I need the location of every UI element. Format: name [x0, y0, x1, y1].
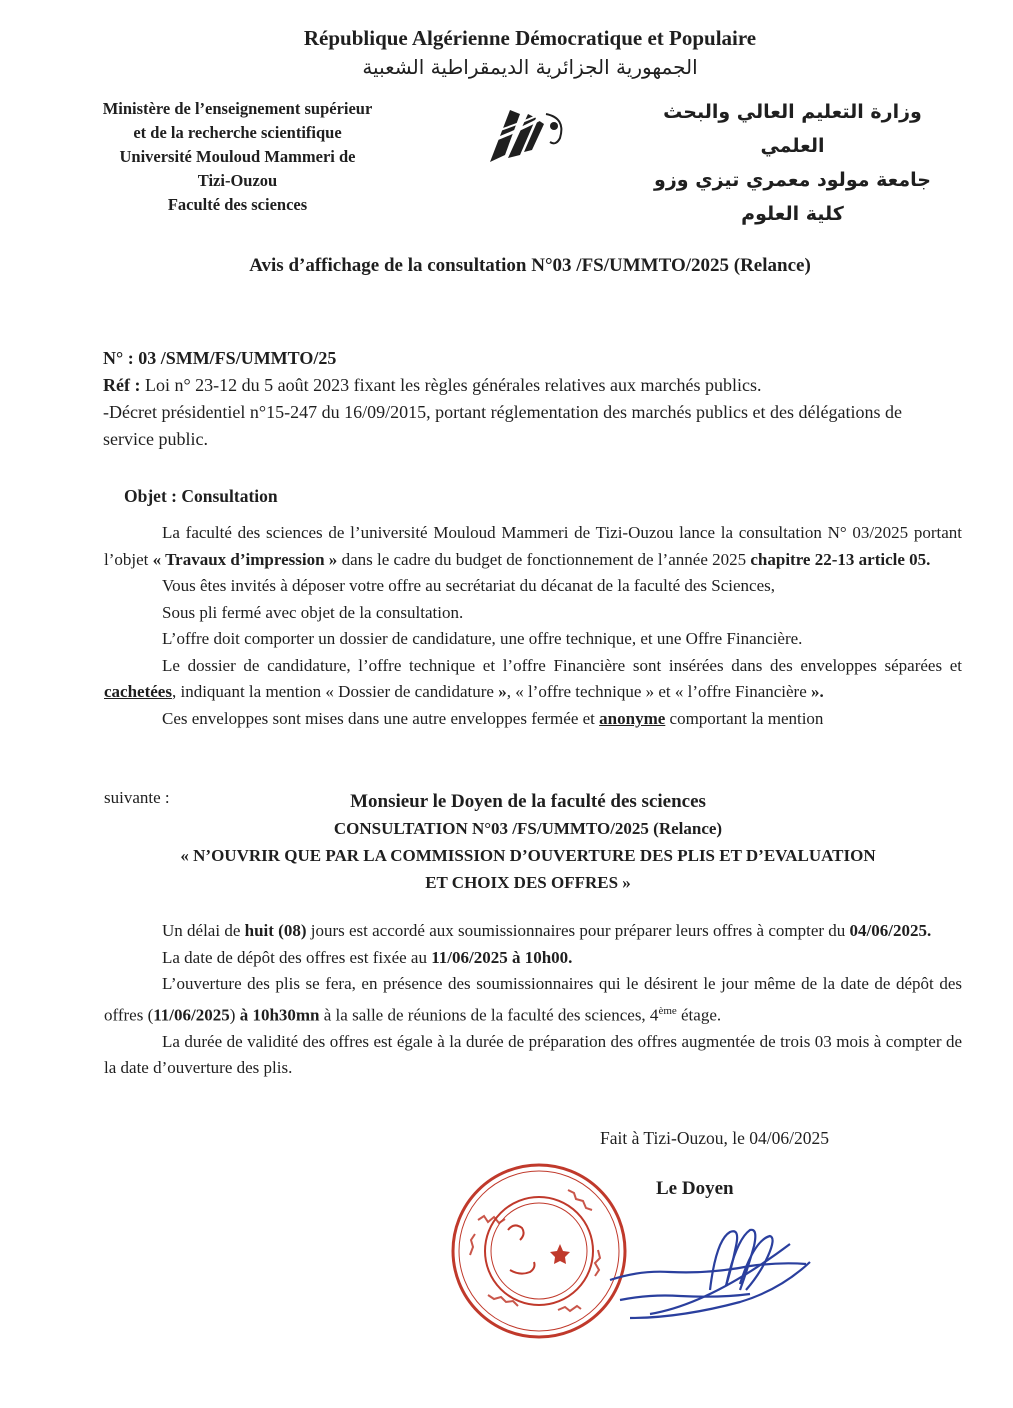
ministry-ar: وزارة التعليم العالي والبحث العلمي: [663, 101, 922, 157]
paragraph-validity: La durée de validité des offres est égale à la durée de préparation des offres augmentée de trois 03 mois à compter de la date d’ouverture des plis.: [104, 1031, 962, 1078]
university-ar: جامعة مولود معمري تيزي وزو: [654, 169, 931, 191]
signatory-title: Le Doyen: [656, 1178, 734, 1199]
body-main: [104, 520, 962, 732]
reference-label: Réf :: [103, 375, 141, 395]
paragraph-delay: Un délai de huit (08) jours est accordé aux soumissionnaires pour préparer leurs offres à compter du 04/06/2025.: [162, 921, 932, 940]
object-line: Objet : Consultation: [124, 486, 278, 506]
following-label: suivante :: [104, 788, 170, 807]
faculty-line: Faculté des sciences: [167, 195, 308, 214]
references-block: [103, 345, 943, 453]
paragraph-invite: Vous êtes invités à déposer votre offre au secrétariat du décanat de la faculté des Sciences,: [162, 576, 776, 595]
university-line-2: Tizi-Ouzou: [197, 171, 278, 190]
mention-warning-1: « N’OUVRIR QUE PAR LA COMMISSION D’OUVERTURE DES PLIS ET D’EVALUATION: [180, 846, 876, 865]
republic-fr: République Algérienne Démocratique et Populaire: [303, 26, 757, 50]
paragraph-intro: La faculté des sciences de l’université Mouloud Mammeri de Tizi-Ouzou lance la consultation N° 03/2025 portant l’objet « Travaux d’impression » dans le cadre du budget de fonctionnement de l’année 2025 chapitre 22-13 article 05.: [104, 523, 962, 569]
reference-law-text: Loi n° 23-12 du 5 août 2023 fixant les règles générales relatives aux marchés publics.: [140, 375, 762, 395]
ministry-line-1: Ministère de l’enseignement supérieur: [102, 99, 373, 118]
body-deadlines: [104, 918, 962, 1082]
faculty-ar: كلية العلوم: [741, 203, 844, 225]
university-logo: [480, 100, 572, 170]
mention-recipient: Monsieur le Doyen de la faculté des sciences: [350, 791, 706, 812]
place-date: Fait à Tizi-Ouzou, le 04/06/2025: [600, 1128, 829, 1148]
paragraph-opening: L’ouverture des plis se fera, en présence des soumissionnaires qui le désirent le jour même de la date de dépôt des offres (11/06/2025) à 10h30mn à la salle de réunions de la faculté des sciences, 4ème étage.: [104, 974, 962, 1025]
reference-number: N° : 03 /SMM/FS/UMMTO/25: [103, 348, 337, 368]
mention-consultation: CONSULTATION N°03 /FS/UMMTO/2025 (Relance): [333, 819, 723, 838]
paragraph-anonymous: Ces enveloppes sont mises dans une autre enveloppes fermée et anonyme comportant la mention: [162, 708, 824, 728]
republic-ar: الجمهورية الجزائرية الديمقراطية الشعبية: [362, 55, 698, 79]
mention-warning-2: ET CHOIX DES OFFRES »: [425, 873, 631, 892]
ministry-block-fr: [60, 97, 415, 217]
paragraph-offer-content: L’offre doit comporter un dossier de candidature, une offre technique, et une Offre Financière.: [162, 629, 803, 648]
signature: [590, 1210, 830, 1330]
ministry-line-2: et de la recherche scientifique: [133, 123, 342, 142]
reference-law: [103, 372, 943, 399]
envelope-mention: [100, 788, 956, 896]
paragraph-sealed: Sous pli fermé avec objet de la consultation.: [162, 602, 464, 622]
document-title: Avis d’affichage de la consultation N°03 /FS/UMMTO/2025 (Relance): [249, 255, 811, 276]
university-line-1: Université Mouloud Mammeri de: [119, 147, 356, 166]
paragraph-deposit-date: La date de dépôt des offres est fixée au 11/06/2025 à 10h00.: [162, 947, 573, 967]
reference-decree: -Décret présidentiel n°15-247 du 16/09/2015, portant réglementation des marchés publics et des délégations de service public.: [103, 402, 902, 449]
ministry-block-ar: [640, 95, 945, 231]
paragraph-envelopes: Le dossier de candidature, l’offre technique et l’offre Financière sont insérées dans des enveloppes séparées et cachetées, indiquant la mention « Dossier de candidature », « l’offre technique » et « l’offre Financière ».: [104, 655, 962, 701]
